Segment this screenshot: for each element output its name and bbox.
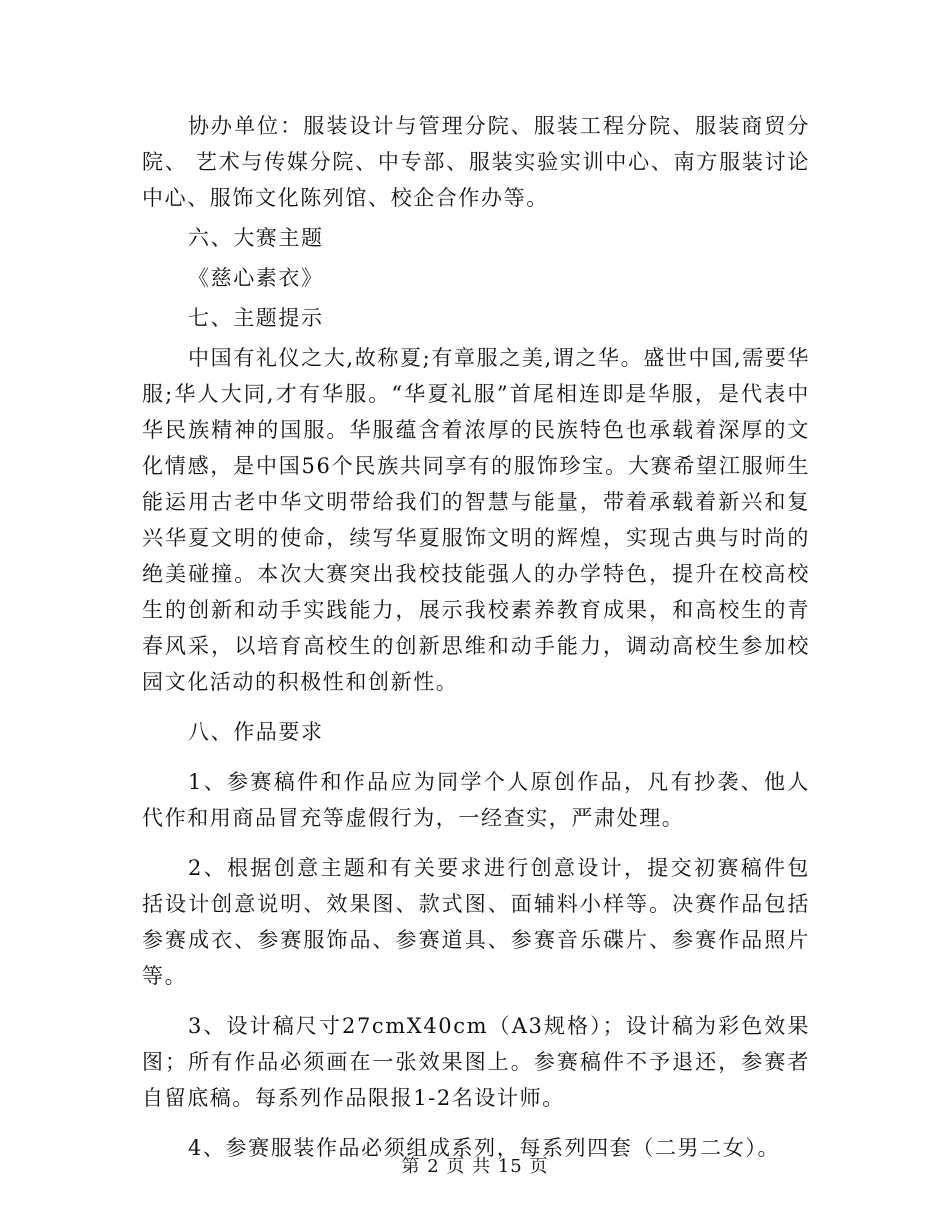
requirement-item-4: 4、参赛服装作品必须组成系列，每系列四套（二男二女）。 <box>188 1136 781 1160</box>
requirement-item-3: 3、设计稿尺寸27cmX40cm（A3规格）；设计稿为彩色效果图；所有作品必须画在一张效果图上。参赛稿件不予退还，参赛者自留底稿。每系列作品限报1-2名设计师。 <box>142 1014 810 1110</box>
requirement-item-1: 1、参赛稿件和作品应为同学个人原创作品，凡有抄袭、他人代作和用商品冒充等虚假行为，一经查实，严肃处理。 <box>142 770 810 830</box>
requirement-item-2: 2、根据创意主题和有关要求进行创意设计，提交初赛稿件包括设计创意说明、效果图、款式图、面辅料小样等。决赛作品包括参赛成衣、参赛服饰品、参赛道具、参赛音乐碟片、参赛作品照片等。 <box>142 856 810 988</box>
document-body <box>142 108 810 1166</box>
heading-theme-hint: 七、主题提示 <box>188 306 324 330</box>
page-number-footer: 第 2 页 共 15 页 <box>401 1156 549 1177</box>
paragraph-theme-hint: 中国有礼仪之大,故称夏;有章服之美,谓之华。盛世中国,需要华服;华人大同,才有华服。“华夏礼服”首尾相连即是华服，是代表中华民族精神的国服。华服蕴含着浓厚的民族特色也承载着深厚的文化情感，是中国56个民族共同享有的服饰珍宝。大赛希望江服师生能运用古老中华文明带给我们的智慧与能量，带着承载着新兴和复兴华夏文明的使命，续写华夏服饰文明的辉煌，实现古典与时尚的绝美碰撞。本次大赛突出我校技能强人的办学特色，提升在校高校生的创新和动手实践能力，展示我校素养教育成果，和高校生的青春风采，以培育高校生的创新思维和动手能力，调动高校生参加校园文化活动的积极性和创新性。 <box>142 346 810 694</box>
paragraph-co-organizers: 协办单位：服装设计与管理分院、服装工程分院、服装商贸分院、 艺术与传媒分院、中专部、服装实验实训中心、南方服装讨论中心、服饰文化陈列馆、校企合作办等。 <box>142 114 810 210</box>
heading-competition-theme: 六、大赛主题 <box>188 226 324 250</box>
theme-title: 《慈心素衣》 <box>188 266 324 290</box>
heading-work-requirements: 八、作品要求 <box>188 720 324 744</box>
